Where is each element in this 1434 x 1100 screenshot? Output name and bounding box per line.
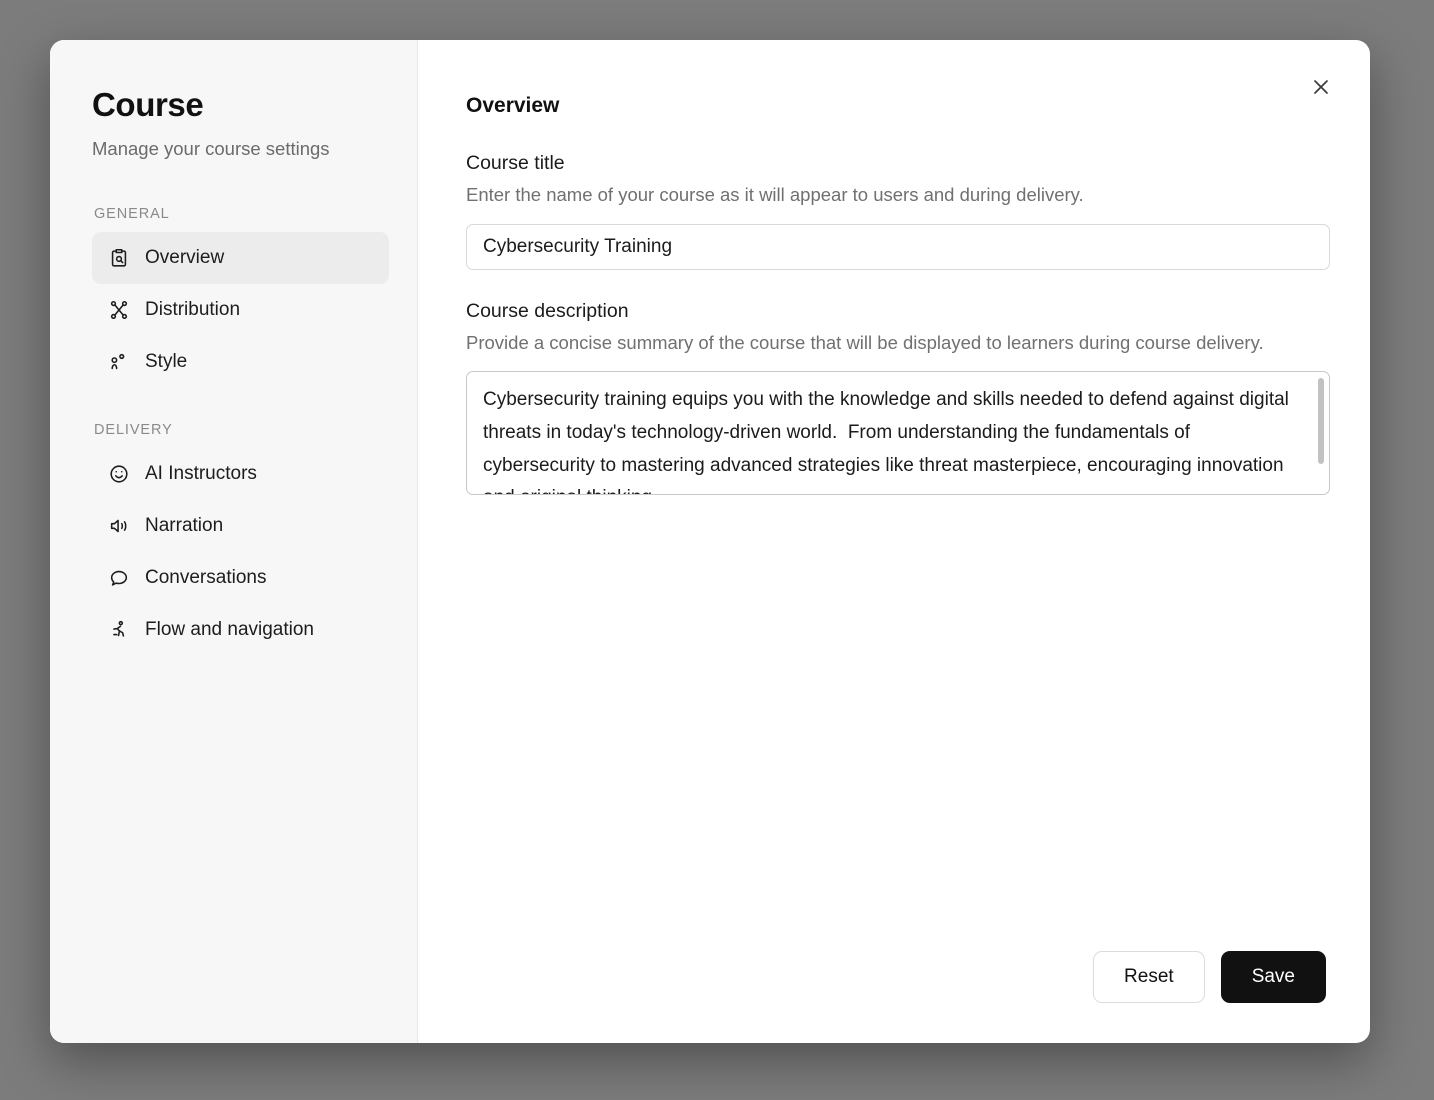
sidebar-item-label: Flow and navigation [145, 619, 314, 640]
page-subtitle: Manage your course settings [92, 138, 330, 159]
course-description-help: Provide a concise summary of the course that will be displayed to learners during course delivery. [466, 331, 1264, 353]
dialog-footer [466, 951, 1330, 1013]
course-description-textarea[interactable] [466, 371, 1330, 495]
course-title-label: Course title [466, 152, 565, 174]
speaker-wave-icon [108, 515, 130, 537]
textarea-scrollbar-thumb[interactable] [1318, 378, 1324, 464]
sidebar-item-label: Distribution [145, 299, 241, 320]
sidebar-item-flow-and-navigation[interactable] [92, 604, 389, 656]
sidebar-item-distribution[interactable] [92, 284, 389, 336]
settings-content [418, 40, 1370, 1043]
course-settings-modal [50, 40, 1370, 1043]
sidebar-group-general [92, 206, 389, 388]
palette-dots-icon [108, 351, 130, 373]
sidebar-item-label: Overview [145, 247, 225, 268]
panel-title: Overview [466, 94, 560, 117]
sidebar [50, 40, 418, 1043]
course-description-label: Course description [466, 299, 629, 322]
sidebar-item-overview[interactable] [92, 232, 389, 284]
sidebar-item-label: Narration [145, 515, 224, 536]
close-icon[interactable] [1304, 70, 1338, 104]
sidebar-item-label: Conversations [145, 567, 267, 588]
sidebar-item-narration[interactable] [92, 500, 389, 552]
running-person-icon [108, 619, 130, 641]
course-description-wrap [466, 371, 1330, 495]
course-title-field [466, 152, 1330, 270]
page-title: Course [92, 86, 204, 123]
sidebar-section-label-general: GENERAL [94, 206, 170, 222]
sidebar-item-conversations[interactable] [92, 552, 389, 604]
sidebar-item-ai-instructors[interactable] [92, 448, 389, 500]
course-title-input[interactable] [466, 224, 1330, 270]
clipboard-search-icon [108, 247, 130, 269]
sidebar-item-label: AI Instructors [145, 463, 257, 484]
sidebar-item-label: Style [145, 351, 188, 372]
sidebar-item-style[interactable] [92, 336, 389, 388]
sidebar-section-label-delivery: DELIVERY [94, 422, 173, 438]
course-description-field [466, 300, 1330, 496]
textarea-scrollbar[interactable] [1318, 378, 1324, 488]
save-button[interactable]: Save [1221, 951, 1326, 1003]
reset-button[interactable]: Reset [1093, 951, 1205, 1003]
share-nodes-icon [108, 299, 130, 321]
course-title-help: Enter the name of your course as it will appear to users and during delivery. [466, 184, 1084, 205]
smiley-face-icon [108, 463, 130, 485]
sidebar-group-delivery [92, 422, 389, 656]
speech-bubble-icon [108, 567, 130, 589]
